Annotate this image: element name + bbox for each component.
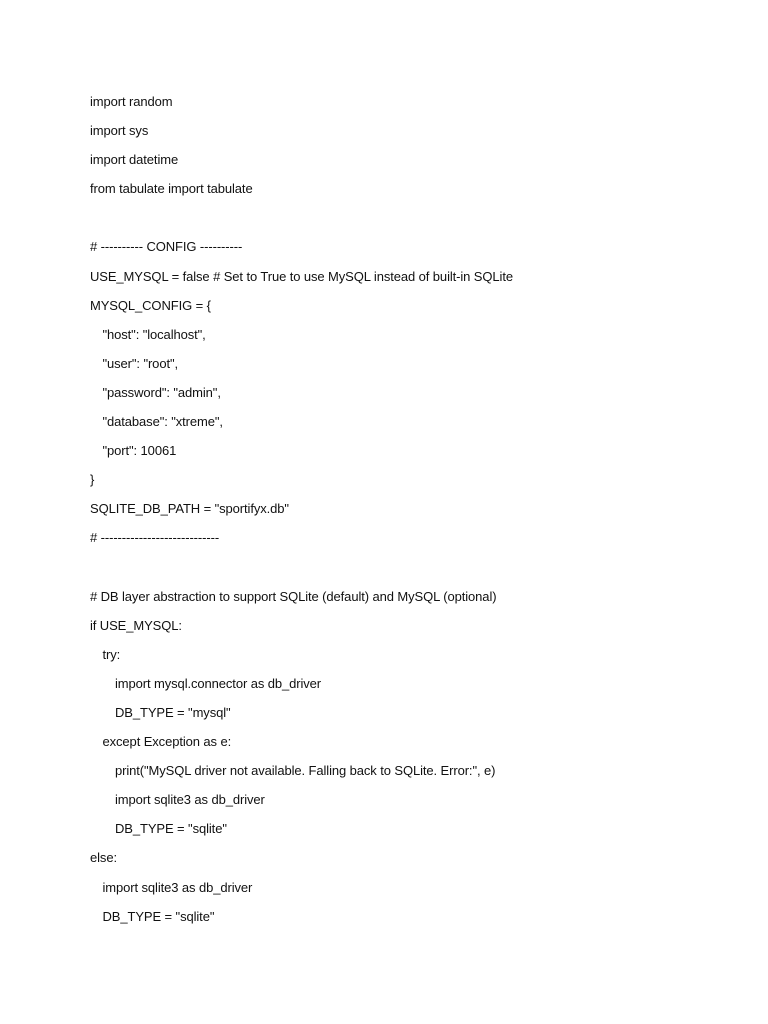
code-line: "port": 10061 bbox=[102, 443, 177, 459]
code-line: from tabulate import tabulate bbox=[90, 181, 253, 197]
code-line: } bbox=[90, 472, 95, 488]
blank-line bbox=[90, 559, 750, 588]
code-line: else: bbox=[90, 850, 117, 866]
blank-line bbox=[90, 209, 750, 238]
code-line: "user": "root", bbox=[102, 355, 178, 371]
code-line: import sqlite3 as db_driver bbox=[115, 792, 265, 808]
code-line: "database": "xtreme", bbox=[102, 414, 223, 430]
code-line: SQLITE_DB_PATH = "sportifyx.db" bbox=[90, 501, 289, 517]
code-line: USE_MYSQL = false # Set to True to use MySQL instead of built-in SQLite bbox=[90, 268, 513, 284]
code-line: "host": "localhost", bbox=[102, 326, 206, 342]
code-line: # DB layer abstraction to support SQLite (default) and MySQL (optional) bbox=[90, 588, 497, 604]
code-line: # ---------- CONFIG ---------- bbox=[90, 239, 243, 255]
code-line: MYSQL_CONFIG = { bbox=[90, 297, 211, 313]
code-line: # ---------------------------- bbox=[90, 530, 220, 546]
code-line: DB_TYPE = "mysql" bbox=[115, 704, 231, 720]
code-line: import mysql.connector as db_driver bbox=[115, 675, 322, 691]
code-line: print("MySQL driver not available. Falling back to SQLite. Error:", e) bbox=[115, 763, 496, 779]
code-line: if USE_MYSQL: bbox=[90, 617, 182, 633]
code-line: DB_TYPE = "sqlite" bbox=[115, 821, 227, 837]
code-line: try: bbox=[102, 646, 121, 662]
code-line: import datetime bbox=[90, 152, 179, 168]
code-line: import random bbox=[90, 94, 173, 109]
code-line: DB_TYPE = "sqlite" bbox=[102, 908, 215, 924]
code-line: "password": "admin", bbox=[102, 384, 221, 400]
code-line: import sys bbox=[90, 123, 149, 139]
code-line: except Exception as e: bbox=[102, 734, 232, 750]
code-line: import sqlite3 as db_driver bbox=[102, 879, 253, 895]
code-listing bbox=[90, 93, 750, 937]
